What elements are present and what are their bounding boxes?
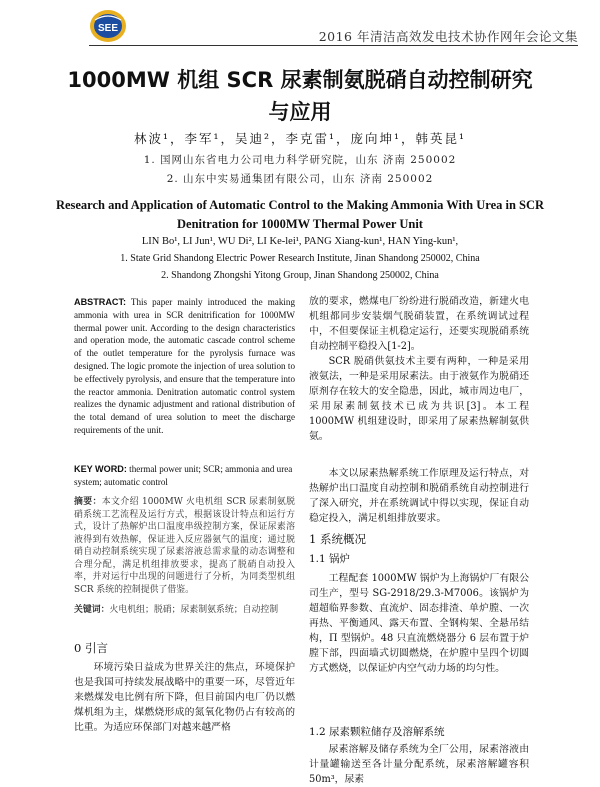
abstract-cn-label: 摘要： — [74, 497, 102, 507]
right-paragraph-1: 放的要求，燃煤电厂纷纷进行脱硝改造，新建火电机组都同步安装烟气脱硝装置，在系统调试过程中，不但要保证主机稳定运行，还要实现脱硝系统自动控制平稳投入[1-2]。 — [309, 296, 529, 352]
intro-paragraph: 环境污染日益成为世界关注的焦点，环境保护也是我国可持续发展战略中的重要一环，尽管近年来燃煤发电比例有所下降，但目前国内电厂仍以燃煤机组为主，煤燃烧形成的氮氧化物仍占有较高的比重。为适应环保部门对越来越严格 — [74, 662, 295, 733]
paper-title-en: Research and Application of Automatic Control to the Making Ammonia With Urea in SCR Denitration for 1000MW Thermal Power Unit — [55, 198, 545, 231]
conference-logo — [89, 8, 127, 44]
keywords-label: KEY WORD: — [74, 464, 127, 474]
affiliation-cn-2: 2. 山东中实易通集团有限公司，山东 济南 250002 — [166, 173, 434, 185]
keywords-cn — [74, 604, 295, 617]
right-paragraph-urea: 尿素溶解及储存系统为全厂公用，尿素溶液由计量罐输送至各计量分配系统，尿素溶解罐容积 50m³，尿素 — [309, 744, 529, 785]
keywords-cn-text: 火电机组；脱硝；尿素制氨系统；自动控制 — [109, 605, 279, 615]
logo-text: SEE — [97, 23, 119, 34]
authors-en: LIN Bo¹, LI Jun¹, WU Di², LI Ke-lei¹, PANG Xiang-kun¹, HAN Ying-kun¹, — [141, 236, 459, 247]
keywords-en — [74, 463, 295, 489]
section-heading-intro: 0 引言 — [74, 641, 108, 655]
section-heading-system: 1 系统概况 — [309, 532, 366, 546]
abstract-cn-text: 本文介绍 1000MW 火电机组 SCR 尿素制氨脱硝系统工艺流程及运行方式，根据该设计特点和运行方式，设计了热解炉出口温度串级控制方案，保证尿素溶液得到有效热解，保证进入反应器氨气的温度；通过脱硝自动控制系统实现了尿素溶液总需求量的动态调整和合理分配，满足机组排放要求，提高了脱硝自动投入率，并对运行中出现的问题进行了分析，为同类型机组 SCR 系统的控制提供了借鉴。 — [74, 497, 296, 595]
right-paragraph-3: 本文以尿素热解系统工作原理及运行特点，对热解炉出口温度自动控制和脱硝系统自动控制进行了深入研究，并在系统调试中得以实现，保证自动稳定投入，满足机组排放要求。 — [309, 468, 529, 524]
abstract-cn — [74, 496, 295, 596]
subsection-heading-urea: 1.2 尿素颗粒储存及溶解系统 — [309, 726, 445, 738]
right-paragraph-boiler: 工程配套 1000MW 锅炉为上海锅炉厂有限公司生产，型号 SG-2918/29.3-M7006。该锅炉为超超临界参数、直流炉、固态排渣、单炉膛、一次再热、平衡通风、露天布置、全钢构架、全悬吊结构，Π 型锅炉。48 只直流燃烧器分 6 层布置于炉膛下部，四面墙式切圆燃烧，在炉膛中呈四个切圆方式燃烧，以保证炉内空气动力场的均匀性。 — [309, 573, 529, 674]
subsection-heading-boiler: 1.1 锅炉 — [309, 553, 351, 565]
authors-cn: 林波¹，李军¹，吴迪²，李克雷¹，庞向坤¹，韩英昆¹ — [133, 131, 467, 146]
affiliation-en-1: 1. State Grid Shandong Electric Power Research Institute, Jinan Shandong 250002, China — [120, 253, 480, 264]
header-rule — [89, 45, 578, 46]
affiliation-cn-1: 1. 国网山东省电力公司电力科学研究院，山东 济南 250002 — [143, 154, 457, 166]
running-title: 2016 年清洁高效发电技术协作网年会论文集 — [318, 29, 578, 44]
abstract-text: This paper mainly introduced the making ammonia with urea in SCR denitrification for 1000MW thermal power unit. According to the design characteristics and operation mode, the automatic cascade control scheme of the outlet temperature for the pyrolysis furnace was designed. The logic promote the injection of urea solution to be effectively pyrolysis, and ensure that the temperature into the reactor ammonia. Denitration automatic control system realizes the dynamic adjustment and rational distribution of the total demand of urea solution to meet the discharge requirements of the unit. — [74, 297, 295, 435]
keywords-text: thermal power unit; SCR; ammonia and urea system; automatic control — [74, 464, 293, 487]
affiliation-en-2: 2. Shandong Zhongshi Yitong Group, Jinan Shandong 250002, China — [161, 270, 439, 281]
abstract-label: ABSTRACT: — [74, 297, 127, 307]
paper-title-cn: 1000MW 机组 SCR 尿素制氨脱硝自动控制研究与应用 — [67, 68, 533, 124]
abstract-en — [74, 296, 295, 437]
right-paragraph-2: SCR 脱硝供氨技术主要有两种，一种是采用液氨法，一种是采用尿素法。由于液氨作为脱硝还原剂存在较大的安全隐患，因此，城市周边电厂，采用尿素制氨技术已成为共识[3]。本工程 1000MW 机组建设时，即采用了尿素热解制氨供氨。 — [309, 356, 529, 442]
keywords-cn-label: 关键词： — [74, 605, 110, 615]
